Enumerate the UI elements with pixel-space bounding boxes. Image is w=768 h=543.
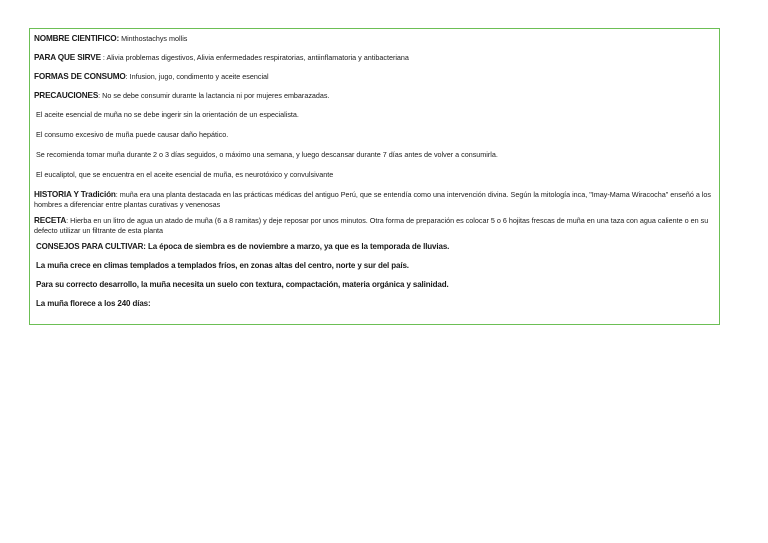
uses-row xyxy=(34,53,715,63)
consumption-forms-label: FORMAS DE CONSUMO xyxy=(34,72,126,81)
precautions-row xyxy=(34,91,715,101)
plant-info-card xyxy=(29,28,720,325)
history-row xyxy=(34,190,715,210)
history-value: : muña era una planta destacada en las prácticas médicas del antiguo Perú, que se entendía como una intervención divina. Según la mitología inca, "Imay-Mama Wiracocha" enseñó a los hombres a diferenciar entre plantas curativas y venenosas xyxy=(34,190,712,209)
precautions-label: PRECAUCIONES xyxy=(34,91,99,100)
cultivation-tip: La muña crece en climas templados a templados fríos, en zonas altas del centro, norte y sur del país. xyxy=(36,261,409,270)
precaution-note: El consumo excesivo de muña puede causar daño hepático. xyxy=(36,130,229,139)
cultivation-tip: La muña florece a los 240 días: xyxy=(36,299,151,308)
uses-label: PARA QUE SIRVE xyxy=(34,53,101,62)
cultivation-tip: Para su correcto desarrollo, la muña necesita un suelo con textura, compactación, materia orgánica y salinidad. xyxy=(36,280,449,289)
consumption-forms-row xyxy=(34,72,715,82)
history-label: HISTORIA Y Tradición xyxy=(34,190,116,199)
cultivation-tip: CONSEJOS PARA CULTIVAR: La época de siembra es de noviembre a marzo, ya que es la temporada de lluvias. xyxy=(36,242,450,251)
precaution-note: El eucaliptol, que se encuentra en el aceite esencial de muña, es neurotóxico y convulsivante xyxy=(36,170,334,179)
recipe-row xyxy=(34,216,715,236)
scientific-name-row xyxy=(34,34,715,44)
recipe-label: RECETA xyxy=(34,216,67,225)
precaution-note: El aceite esencial de muña no se debe ingerir sin la orientación de un especialista. xyxy=(36,110,299,119)
precaution-note: Se recomienda tomar muña durante 2 o 3 días seguidos, o máximo una semana, y luego descansar durante 7 días antes de volver a consumirla. xyxy=(36,150,498,159)
precautions-value: : No se debe consumir durante la lactancia ni por mujeres embarazadas. xyxy=(98,91,330,100)
consumption-forms-value: : Infusion, jugo, condimento y aceite esencial xyxy=(125,72,269,81)
scientific-name-value: Minthostachys mollis xyxy=(119,34,188,43)
uses-value: : Alivia problemas digestivos, Alivia enfermedades respiratorias, antiinflamatoria y antibacteriana xyxy=(100,53,409,62)
scientific-name-label: NOMBRE CIENTIFICO: xyxy=(34,34,120,43)
recipe-value: : Hierba en un litro de agua un atado de muña (6 a 8 ramitas) y deje reposar por unos minutos. Otra forma de preparación es colocar 5 o 6 hojitas frescas de muña en una taza con agua caliente o en su defecto utilizar un filtrante de esta planta xyxy=(34,216,709,235)
